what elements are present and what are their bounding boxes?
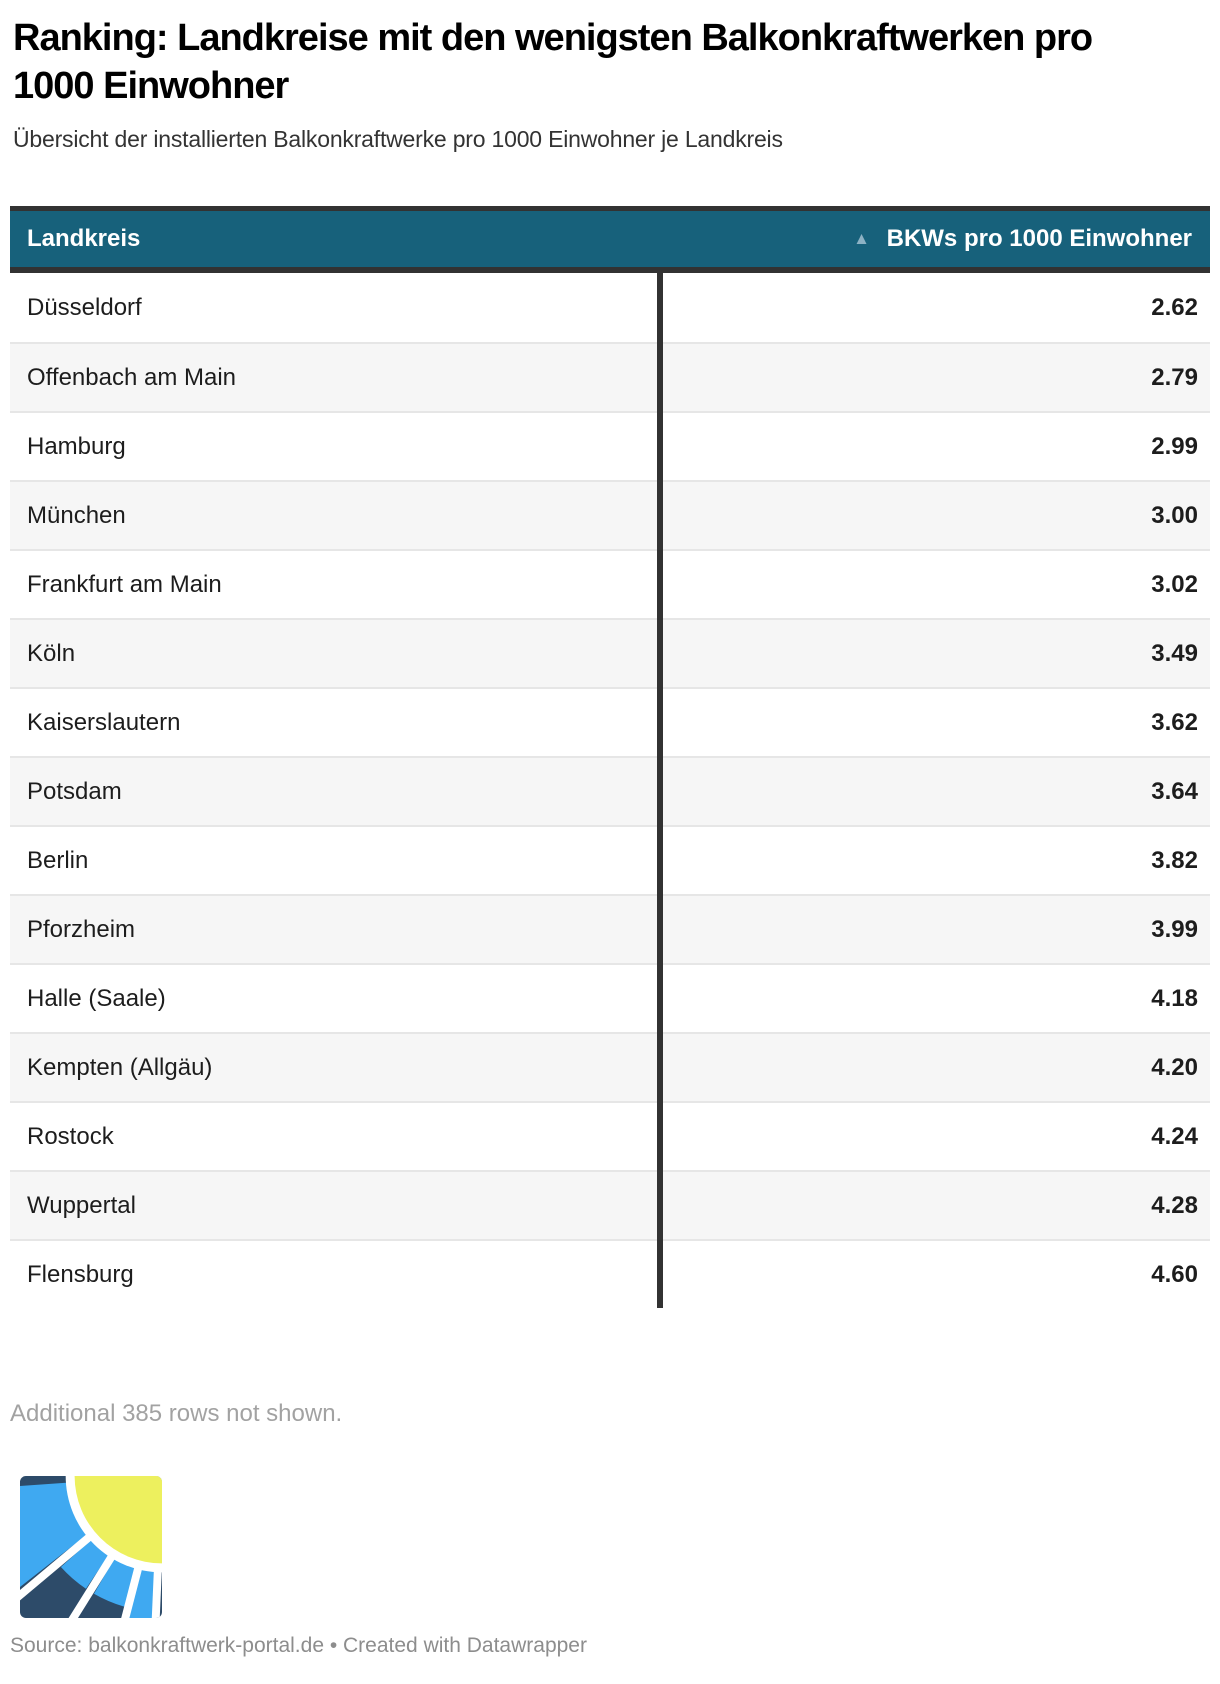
- table-row: [10, 1170, 1210, 1239]
- landkreis-cell: Halle (Saale): [27, 984, 166, 1012]
- landkreis-cell: Berlin: [27, 846, 89, 874]
- value-cell: 3.99: [1151, 915, 1198, 943]
- value-cell: 2.62: [1151, 293, 1198, 321]
- value-cell: 4.28: [1151, 1191, 1198, 1219]
- rows-container: [10, 273, 1210, 1308]
- value-cell: 3.64: [1151, 777, 1198, 805]
- source-link[interactable]: balkonkraftwerk-portal.de: [88, 1634, 324, 1657]
- value-cell: 4.24: [1151, 1122, 1198, 1150]
- column-header-bkws[interactable]: [660, 225, 1210, 253]
- landkreis-cell: Köln: [27, 639, 76, 667]
- table-row: [10, 894, 1210, 963]
- column-header-bkws-label: BKWs pro 1000 Einwohner: [886, 225, 1192, 252]
- sort-ascending-icon: ▲: [853, 229, 870, 248]
- landkreis-cell: Pforzheim: [27, 915, 136, 943]
- column-header-landkreis-label: Landkreis: [27, 225, 141, 252]
- source-suffix: • Created with Datawrapper: [324, 1634, 587, 1657]
- value-cell: 3.82: [1151, 846, 1198, 874]
- value-cell: 4.18: [1151, 984, 1198, 1012]
- table-body: [10, 273, 1210, 1308]
- landkreis-cell: Potsdam: [27, 777, 122, 805]
- landkreis-cell: Kaiserslautern: [27, 708, 181, 736]
- landkreis-cell: Kempten (Allgäu): [27, 1053, 213, 1081]
- table-row: [10, 480, 1210, 549]
- sun-rays-logo-icon: [20, 1476, 162, 1618]
- ranking-table: [10, 206, 1210, 1308]
- value-cell: 2.99: [1151, 432, 1198, 460]
- table-row: [10, 1032, 1210, 1101]
- table-row: [10, 963, 1210, 1032]
- table-row: [10, 549, 1210, 618]
- column-divider: [657, 273, 663, 1308]
- rows-not-shown-note: Additional 385 rows not shown.: [10, 1400, 343, 1427]
- table-row: [10, 1239, 1210, 1308]
- landkreis-cell: Düsseldorf: [27, 293, 142, 321]
- landkreis-cell: Wuppertal: [27, 1191, 136, 1219]
- landkreis-cell: Flensburg: [27, 1260, 134, 1288]
- source-line: [10, 1633, 1210, 1658]
- column-header-landkreis[interactable]: [10, 225, 660, 253]
- landkreis-cell: Frankfurt am Main: [27, 570, 222, 598]
- value-cell: 3.00: [1151, 501, 1198, 529]
- table-row: [10, 273, 1210, 342]
- page-title: Ranking: Landkreise mit den wenigsten Balkonkraftwerken pro 1000 Einwohner: [13, 17, 1093, 107]
- table-row: [10, 411, 1210, 480]
- page-subtitle: Übersicht der installierten Balkonkraftwerke pro 1000 Einwohner je Landkreis: [13, 126, 783, 152]
- landkreis-cell: Hamburg: [27, 432, 126, 460]
- landkreis-cell: Rostock: [27, 1122, 114, 1150]
- value-cell: 3.62: [1151, 708, 1198, 736]
- source-prefix: Source:: [10, 1634, 89, 1657]
- value-cell: 2.79: [1151, 363, 1198, 391]
- table-row: [10, 687, 1210, 756]
- publisher-logo: [20, 1476, 162, 1618]
- table-row: [10, 342, 1210, 411]
- table-row: [10, 825, 1210, 894]
- landkreis-cell: München: [27, 501, 126, 529]
- table-row: [10, 756, 1210, 825]
- landkreis-cell: Offenbach am Main: [27, 363, 237, 391]
- value-cell: 3.02: [1151, 570, 1198, 598]
- table-row: [10, 618, 1210, 687]
- value-cell: 4.20: [1151, 1053, 1198, 1081]
- table-row: [10, 1101, 1210, 1170]
- table-header-row: [10, 206, 1210, 273]
- value-cell: 3.49: [1151, 639, 1198, 667]
- value-cell: 4.60: [1151, 1260, 1198, 1288]
